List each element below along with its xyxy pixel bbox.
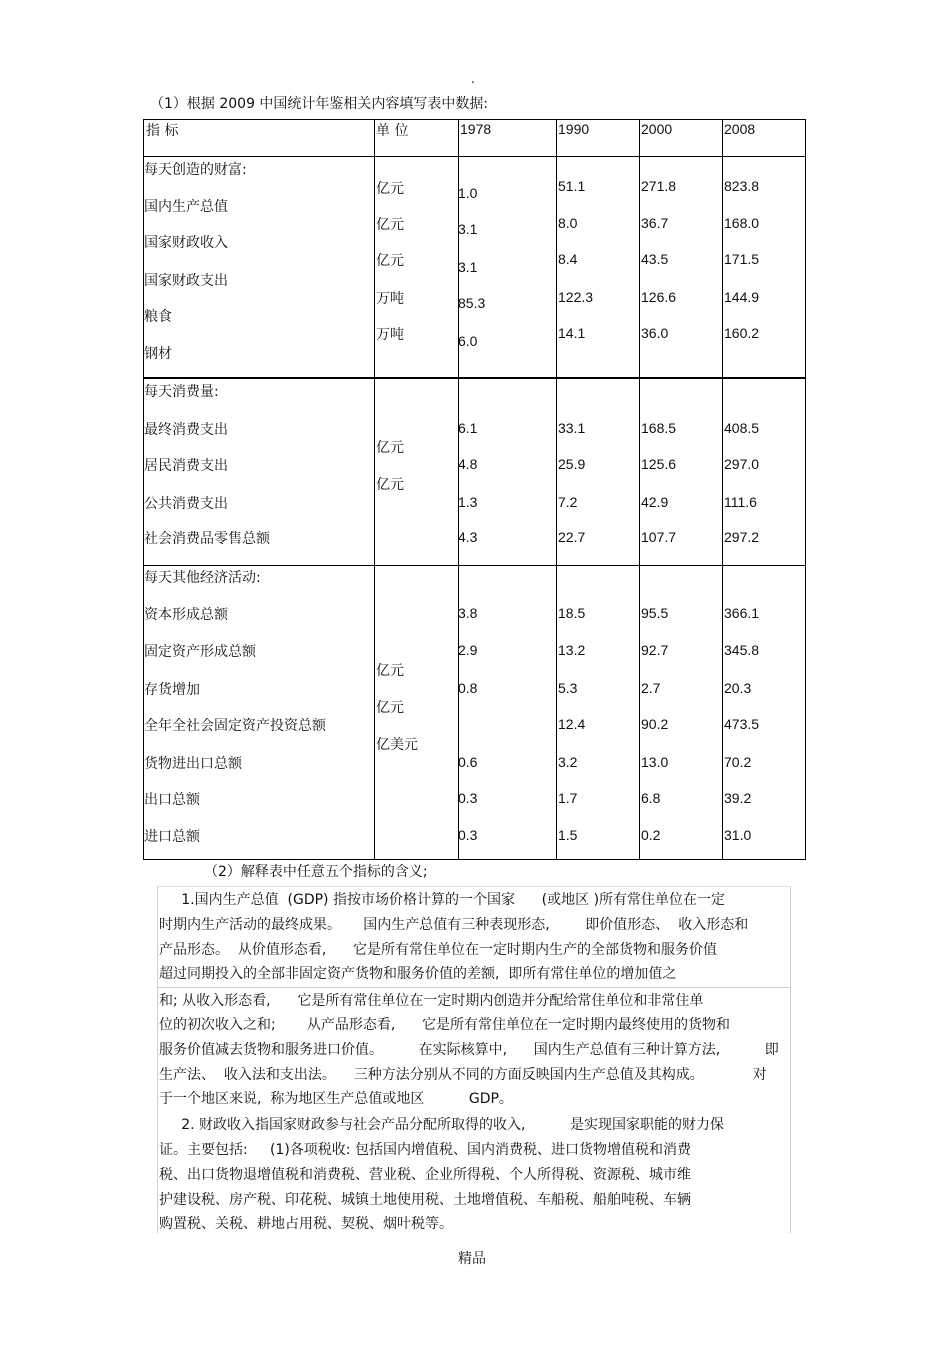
value-2000: 126.6 <box>641 289 677 305</box>
value-1978: 0.8 <box>458 680 478 696</box>
section-title: 每天创造的财富: <box>144 162 247 178</box>
unit-label: 万吨 <box>376 291 404 307</box>
value-1990: 25.9 <box>558 456 586 472</box>
value-2008: 408.5 <box>724 420 760 436</box>
value-1990: 22.7 <box>558 529 586 545</box>
col-border-2000 <box>639 119 640 860</box>
answer-line: 生产法、 收入法和支出法。 三种方法分别从不同的方面反映国内生产总值及其构成。 对 <box>159 1067 767 1083</box>
value-2008: 144.9 <box>724 289 760 305</box>
value-1990: 1.5 <box>558 827 578 843</box>
value-2000: 36.7 <box>641 215 669 231</box>
value-2000: 36.0 <box>641 325 669 341</box>
answer-line: 位的初次收入之和; 从产品形态看, 它是所有常住单位在一定时期内最终使用的货物和 <box>159 1017 731 1033</box>
value-1978: 4.3 <box>458 529 478 545</box>
answer-line: 护建设税、房产税、印花税、城镇土地使用税、土地增值税、车船税、船舶吨税、车辆 <box>159 1192 691 1208</box>
value-2000: 271.8 <box>641 178 677 194</box>
section-separator-2 <box>143 565 806 566</box>
value-1990: 3.2 <box>558 754 578 770</box>
col-border-right <box>805 119 806 860</box>
value-1990: 12.4 <box>558 716 586 732</box>
unit-label: 亿元 <box>376 181 404 197</box>
section-title: 每天消费量: <box>144 384 219 400</box>
section-separator-1 <box>143 377 806 379</box>
unit-label: 亿元 <box>376 663 404 679</box>
value-2000: 90.2 <box>641 716 669 732</box>
answer-line: 2. 财政收入指国家财政参与社会产品分配所取得的收入, 是实现国家职能的财力保 <box>159 1117 725 1133</box>
value-2008: 39.2 <box>724 790 752 806</box>
col-border-2008 <box>722 119 723 860</box>
unit-label: 亿元 <box>376 477 404 493</box>
header-separator <box>143 156 806 157</box>
value-2000: 13.0 <box>641 754 669 770</box>
unit-label: 亿元 <box>376 253 404 269</box>
value-2000: 42.9 <box>641 494 669 510</box>
value-2008: 366.1 <box>724 605 760 621</box>
value-1990: 8.0 <box>558 215 578 231</box>
answer-line: 时期内生产活动的最终成果。 国内生产总值有三种表现形态, 即价值形态、 收入形态和 <box>159 917 749 933</box>
value-1990: 5.3 <box>558 680 578 696</box>
value-1978: 4.8 <box>458 456 478 472</box>
answer-line: 和; 从收入形态看, 它是所有常住单位在一定时期内创造并分配给常住单位和非常住单 <box>159 993 704 1009</box>
row-name: 粮食 <box>144 309 172 325</box>
col-border-unit <box>374 119 375 860</box>
value-1978: 6.0 <box>458 333 478 349</box>
table-bottom-border <box>143 859 806 860</box>
unit-label: 亿元 <box>376 217 404 233</box>
value-1978: 1.0 <box>458 185 478 201</box>
header-1978: 1978 <box>460 121 492 137</box>
value-1990: 14.1 <box>558 325 586 341</box>
unit-label: 亿元 <box>376 440 404 456</box>
value-2000: 6.8 <box>641 790 661 806</box>
value-2008: 111.6 <box>724 494 757 510</box>
value-2008: 160.2 <box>724 325 760 341</box>
value-1990: 8.4 <box>558 251 578 267</box>
header-2008: 2008 <box>724 121 756 137</box>
answer-line: 服务价值减去货物和服务进口价值。 在实际核算中, 国内生产总值有三种计算方法, 即 <box>159 1042 779 1058</box>
answer-box-divider <box>158 987 790 988</box>
col-border-1990 <box>556 119 557 860</box>
value-1978: 85.3 <box>458 295 486 311</box>
value-1978: 3.1 <box>458 259 478 275</box>
row-name: 出口总额 <box>144 792 200 808</box>
row-name: 资本形成总额 <box>144 607 228 623</box>
row-name: 公共消费支出 <box>144 496 228 512</box>
header-indicator: 指 标 <box>146 123 179 139</box>
value-2000: 43.5 <box>641 251 669 267</box>
value-1978: 1.3 <box>458 494 478 510</box>
value-2008: 345.8 <box>724 642 760 658</box>
col-border-left <box>143 119 144 860</box>
row-name: 货物进出口总额 <box>144 756 242 772</box>
question-2: （2）解释表中任意五个指标的含义; <box>204 864 428 880</box>
footer-label: 精品 <box>458 1251 486 1267</box>
value-1990: 51.1 <box>558 178 586 194</box>
value-1978: 0.3 <box>458 790 478 806</box>
row-name: 全年全社会固定资产投资总额 <box>144 718 326 734</box>
row-name: 国内生产总值 <box>144 199 228 215</box>
row-name: 居民消费支出 <box>144 458 228 474</box>
value-1990: 7.2 <box>558 494 578 510</box>
row-name: 社会消费品零售总额 <box>144 531 270 547</box>
value-2000: 0.2 <box>641 827 661 843</box>
value-2008: 168.0 <box>724 215 760 231</box>
row-name: 国家财政支出 <box>144 273 228 289</box>
value-2008: 171.5 <box>724 251 760 267</box>
value-2000: 168.5 <box>641 420 677 436</box>
row-name: 固定资产形成总额 <box>144 644 256 660</box>
value-2000: 95.5 <box>641 605 669 621</box>
answer-line: 1.国内生产总值 (GDP) 指按市场价格计算的一个国家 (或地区 )所有常住单位在一定 <box>159 892 726 908</box>
answer-line: 超过同期投入的全部非固定资产货物和服务价值的差额, 即所有常住单位的增加值之 <box>159 966 677 982</box>
value-2008: 473.5 <box>724 716 760 732</box>
value-1978: 2.9 <box>458 642 478 658</box>
value-2008: 823.8 <box>724 178 760 194</box>
value-1978: 0.3 <box>458 827 478 843</box>
value-2000: 107.7 <box>641 529 677 545</box>
unit-label: 亿美元 <box>376 737 418 753</box>
question-1: （1）根据 2009 中国统计年鉴相关内容填写表中数据: <box>150 96 489 112</box>
answer-line: 购置税、关税、耕地占用税、契税、烟叶税等。 <box>159 1216 453 1232</box>
value-1978: 0.6 <box>458 754 478 770</box>
value-2008: 70.2 <box>724 754 752 770</box>
value-2008: 297.2 <box>724 529 760 545</box>
row-name: 存货增加 <box>144 682 200 698</box>
header-dot: . <box>471 72 475 86</box>
unit-label: 万吨 <box>376 327 404 343</box>
answer-line: 产品形态。 从价值形态看, 它是所有常住单位在一定时期内生产的全部货物和服务价值 <box>159 942 718 958</box>
section-title: 每天其他经济活动: <box>144 570 261 586</box>
value-2008: 20.3 <box>724 680 752 696</box>
value-1978: 3.1 <box>458 221 478 237</box>
answer-line: 证。主要包括: (1)各项税收: 包括国内增值税、国内消费税、进口货物增值税和消费 <box>159 1142 691 1158</box>
value-1978: 6.1 <box>458 420 478 436</box>
row-name: 最终消费支出 <box>144 422 228 438</box>
header-unit: 单 位 <box>376 123 409 139</box>
value-2008: 297.0 <box>724 456 760 472</box>
answer-line: 税、出口货物退增值税和消费税、营业税、企业所得税、个人所得税、资源税、城市维 <box>159 1167 691 1183</box>
value-2000: 92.7 <box>641 642 669 658</box>
statistics-table <box>143 119 806 860</box>
answer-line: 于一个地区来说, 称为地区生产总值或地区 GDP。 <box>159 1091 513 1107</box>
value-1978: 3.8 <box>458 605 478 621</box>
value-1990: 13.2 <box>558 642 586 658</box>
header-2000: 2000 <box>641 121 673 137</box>
value-2008: 31.0 <box>724 827 752 843</box>
value-2000: 2.7 <box>641 680 661 696</box>
header-1990: 1990 <box>558 121 590 137</box>
value-1990: 122.3 <box>558 289 594 305</box>
row-name: 进口总额 <box>144 829 200 845</box>
value-1990: 1.7 <box>558 790 578 806</box>
value-1990: 18.5 <box>558 605 586 621</box>
row-name: 钢材 <box>144 346 172 362</box>
unit-label: 亿元 <box>376 700 404 716</box>
table-top-border <box>143 119 806 120</box>
value-1990: 33.1 <box>558 420 586 436</box>
row-name: 国家财政收入 <box>144 235 228 251</box>
value-2000: 125.6 <box>641 456 677 472</box>
